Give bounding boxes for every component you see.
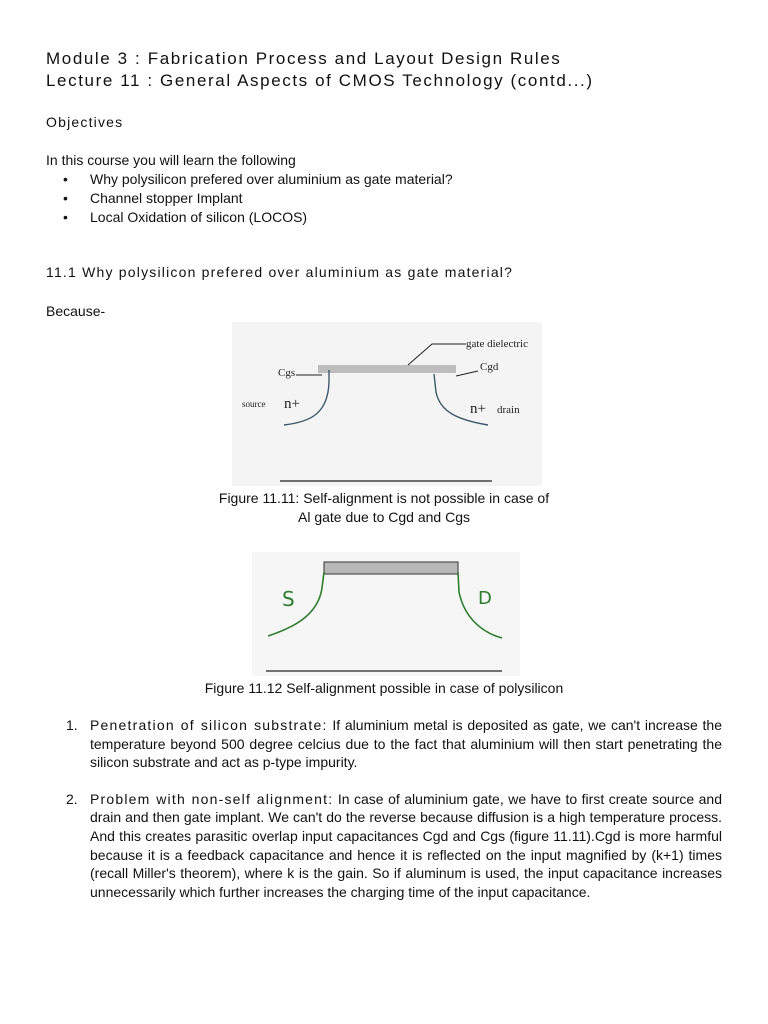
figure-11-12-caption: Figure 11.12 Self-alignment possible in case of polysilicon xyxy=(204,680,564,696)
figure-11-11-caption xyxy=(100,489,668,527)
module-title: Module 3 : Fabrication Process and Layout Design Rules xyxy=(46,49,562,68)
section-title: 11.1 Why polysilicon prefered over aluminium as gate material? xyxy=(46,264,514,280)
cgd-label: Cgd xyxy=(480,361,499,373)
cgs-label: Cgs xyxy=(278,367,296,379)
list-item: • Channel stopper Implant xyxy=(46,189,453,208)
source-label: source xyxy=(242,399,266,409)
point-number: 1. xyxy=(66,717,78,733)
source-s-label: S xyxy=(282,587,295,611)
gate-bar xyxy=(324,562,458,574)
lecture-title: Lecture 11 : General Aspects of CMOS Technology (contd...) xyxy=(46,71,594,90)
drain-d-label: D xyxy=(478,588,492,609)
list-item: • Why polysilicon prefered over aluminium as gate material? xyxy=(46,170,453,189)
point-lead: Penetration of silicon substrate: xyxy=(90,717,328,733)
gate-dielectric-label: gate dielectric xyxy=(466,338,528,350)
list-item xyxy=(66,716,722,772)
gate-bar xyxy=(318,365,456,373)
point-text: If aluminium metal is deposited as gate, we can't increase the temperature beyond 500 degree celcius due to the fact that aluminium will then start penetrating the silicon substrate and act as p-type impurity. xyxy=(90,717,723,771)
figure-polysilicon-gate-diagram xyxy=(252,552,520,676)
caption-line-1: Figure 11.11: Self-alignment is not possible in case of xyxy=(218,490,550,506)
n-plus-left-label: n+ xyxy=(284,396,300,412)
objectives-intro: In this course you will learn the following xyxy=(46,152,296,168)
point-lead: Problem with non-self alignment: xyxy=(90,790,334,807)
objectives-list xyxy=(46,170,453,227)
point-text: In case of aluminium gate, we have to first create source and drain and then gate implant. We can't do the reverse because diffusion is a high temperature process. And this creates parasitic overlap input capacitances Cgd and Cgs (figure 11.11).Cgd is more harmful because it is a feedback capacitance and hence it is reflected on the input magnified by (k+1) times (recall Miller's theorem), where k is the gain. So if aluminum is used, the input capacitance increases unnecessarily which further increases the charging time of the input capacitance. xyxy=(90,790,723,900)
drain-label: drain xyxy=(497,404,520,416)
because-text: Because- xyxy=(46,303,106,319)
objectives-heading: Objectives xyxy=(46,114,124,130)
list-item: • Local Oxidation of silicon (LOCOS) xyxy=(46,208,453,227)
n-plus-right-label: n+ xyxy=(470,401,486,417)
point-number: 2. xyxy=(66,790,78,807)
list-item xyxy=(66,790,722,902)
caption-line-2: Al gate due to Cgd and Cgs xyxy=(297,509,470,525)
points-list xyxy=(66,716,722,919)
figure-al-gate-diagram xyxy=(232,322,542,486)
